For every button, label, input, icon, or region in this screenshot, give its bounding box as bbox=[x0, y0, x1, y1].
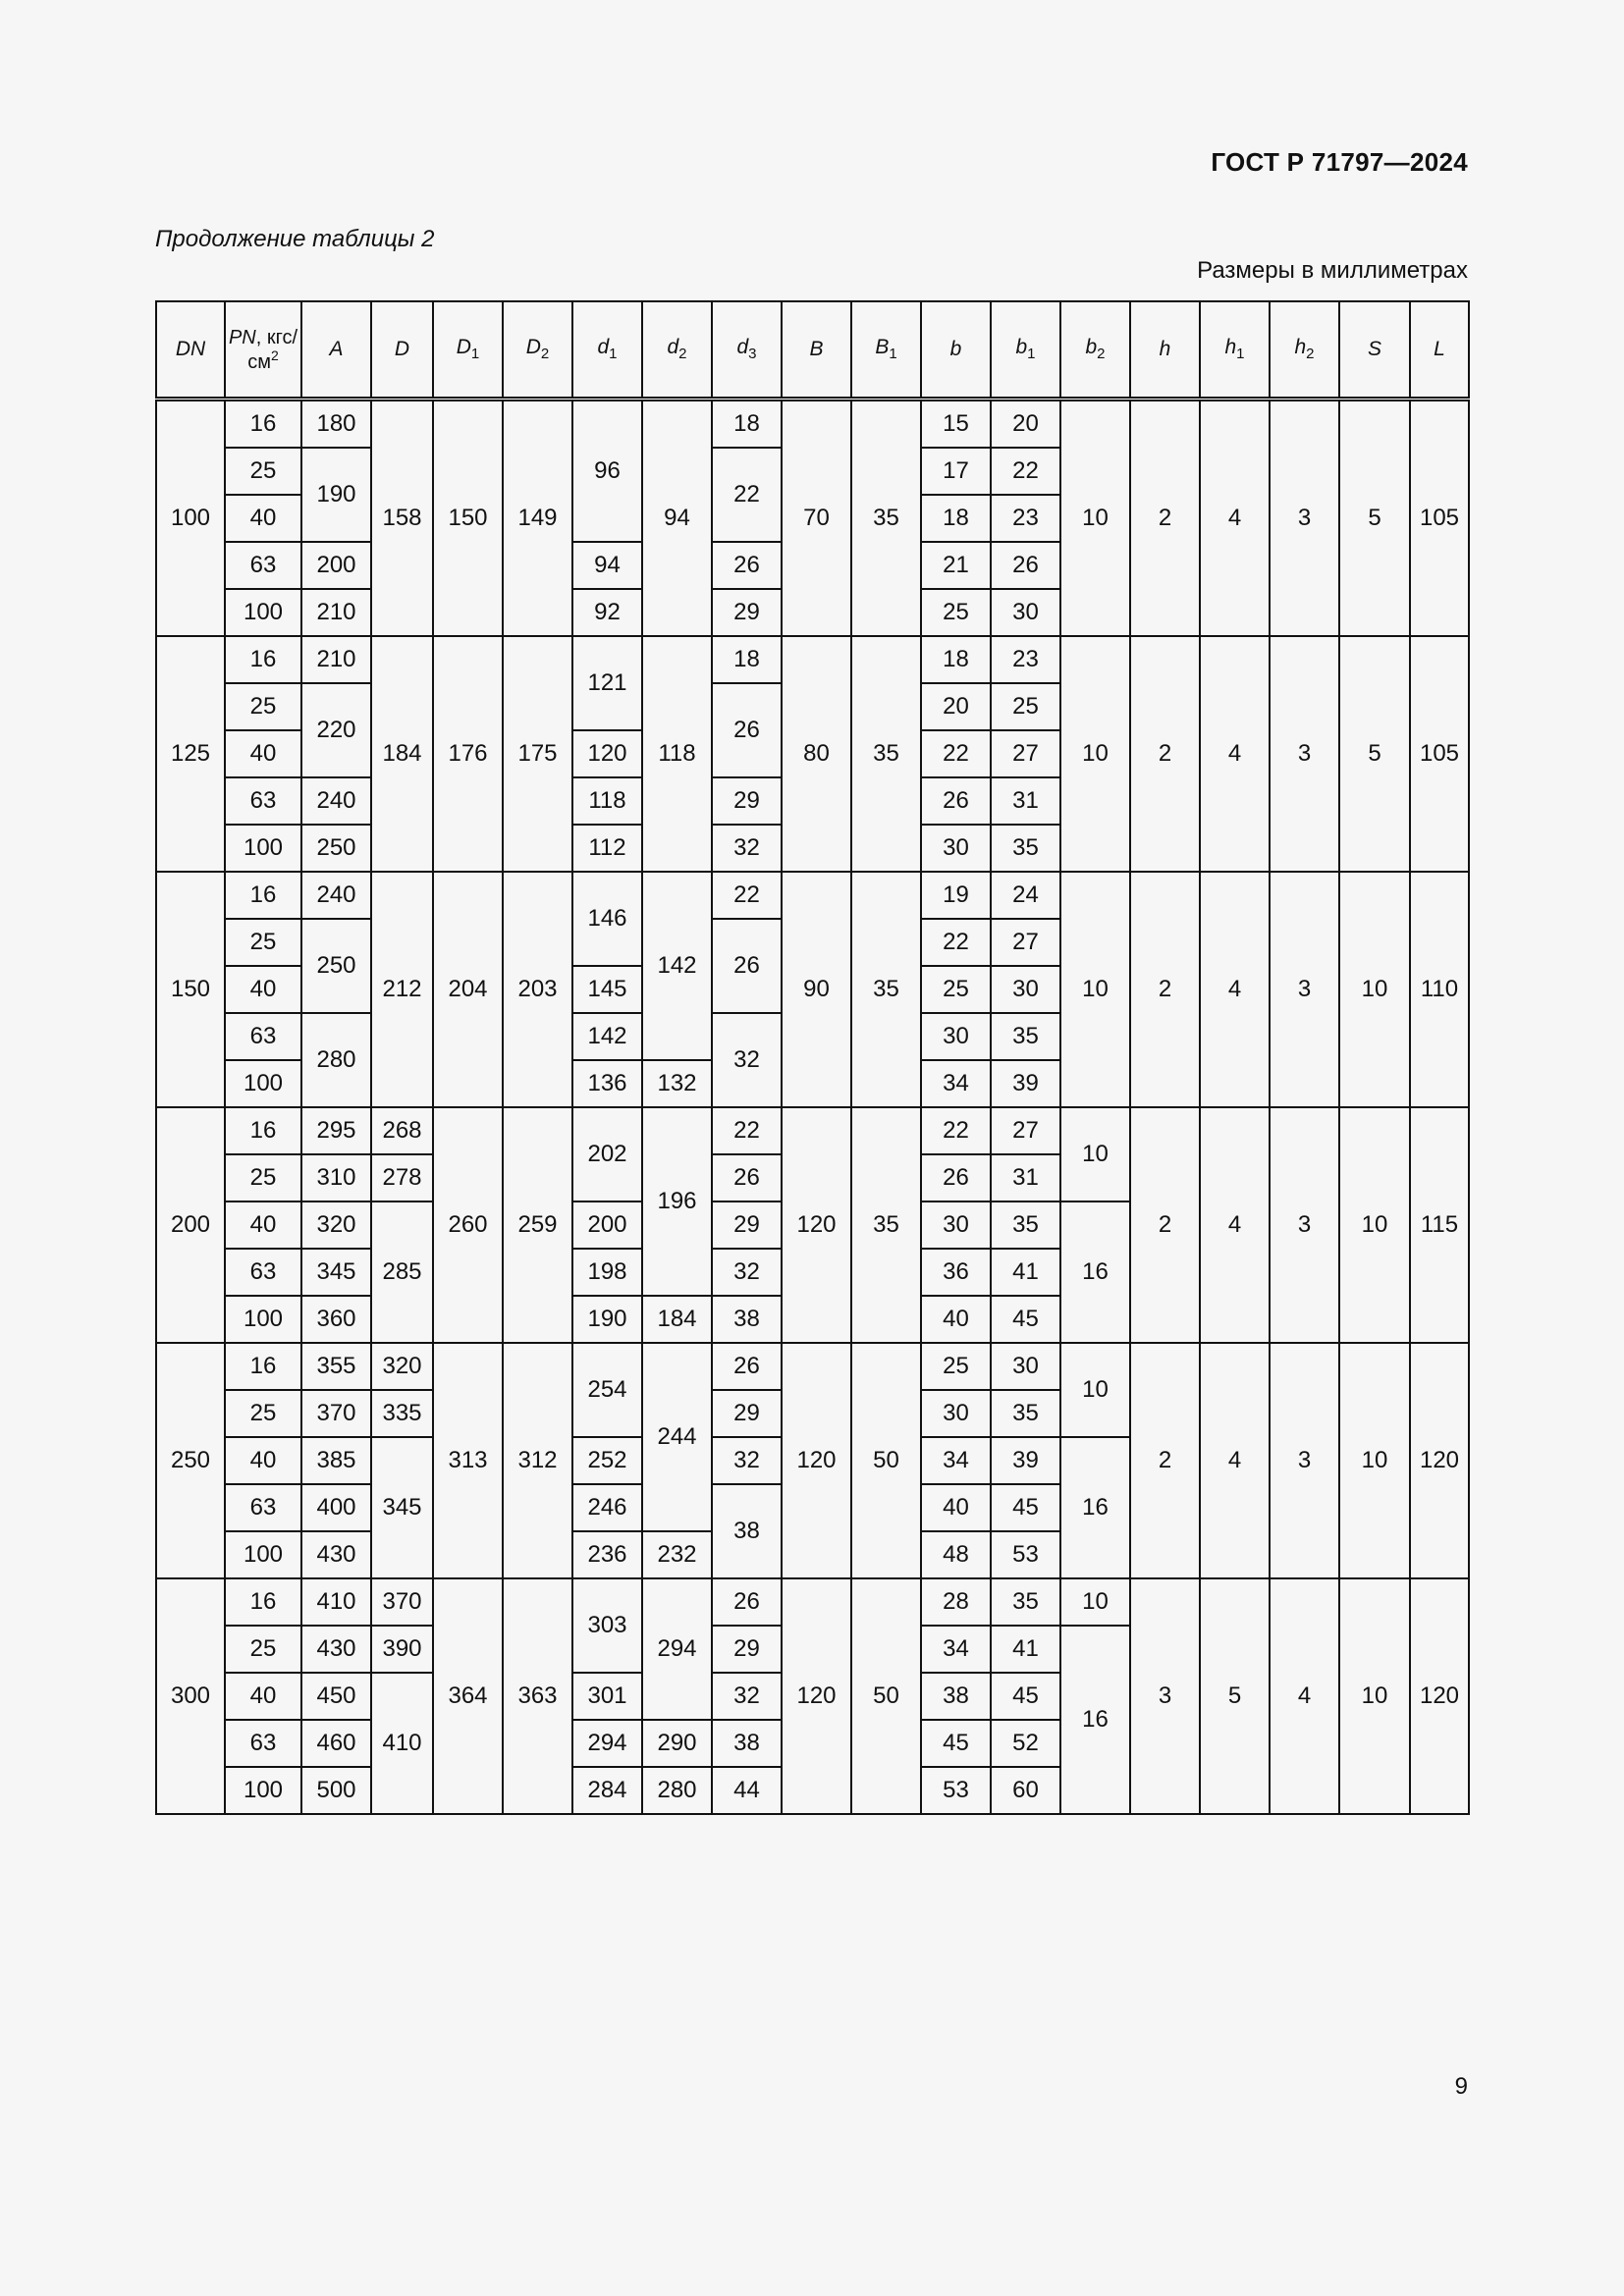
cell-a: 180 bbox=[301, 400, 371, 449]
cell-b1: 35 bbox=[991, 1578, 1060, 1626]
cell-h2: 3 bbox=[1270, 636, 1339, 872]
cell-pn: 100 bbox=[225, 825, 301, 872]
cell-b: 30 bbox=[921, 1013, 991, 1060]
cell-b: 22 bbox=[921, 919, 991, 966]
cell-d3: 38 bbox=[712, 1296, 782, 1343]
cell-d1: 145 bbox=[572, 966, 642, 1013]
cell-d3: 44 bbox=[712, 1767, 782, 1814]
cell-d1: 142 bbox=[572, 1013, 642, 1060]
cell-pn: 40 bbox=[225, 495, 301, 542]
cell-d3: 26 bbox=[712, 919, 782, 1013]
cell-d1: 303 bbox=[572, 1578, 642, 1673]
col-header-l: L bbox=[1410, 301, 1469, 400]
header-row bbox=[156, 301, 1469, 400]
cell-d: 184 bbox=[371, 636, 433, 872]
col-header-b1: $b_1$ bbox=[991, 301, 1060, 400]
cell-b1: 27 bbox=[991, 730, 1060, 777]
cell-b1: 30 bbox=[991, 589, 1060, 636]
cell-d1-upper: 150 bbox=[433, 400, 503, 637]
cell-a: 210 bbox=[301, 636, 371, 683]
cell-b-upper: 90 bbox=[782, 872, 851, 1107]
cell-d: 268 bbox=[371, 1107, 433, 1154]
cell-b1-upper: 35 bbox=[851, 1107, 921, 1343]
cell-b2: 10 bbox=[1060, 400, 1130, 637]
cell-d: 320 bbox=[371, 1343, 433, 1390]
cell-b1: 60 bbox=[991, 1767, 1060, 1814]
cell-d1: 236 bbox=[572, 1531, 642, 1578]
cell-pn: 40 bbox=[225, 1437, 301, 1484]
cell-a: 370 bbox=[301, 1390, 371, 1437]
cell-b2: 16 bbox=[1060, 1201, 1130, 1343]
cell-d3: 26 bbox=[712, 1578, 782, 1626]
cell-l: 120 bbox=[1410, 1343, 1469, 1578]
cell-d3: 32 bbox=[712, 825, 782, 872]
col-header-h1: $h_1$ bbox=[1200, 301, 1270, 400]
cell-h1: 4 bbox=[1200, 400, 1270, 637]
cell-b1-upper: 50 bbox=[851, 1343, 921, 1578]
cell-pn: 16 bbox=[225, 1107, 301, 1154]
cell-dn: 100 bbox=[156, 400, 225, 637]
cell-d3: 26 bbox=[712, 1343, 782, 1390]
cell-b: 25 bbox=[921, 966, 991, 1013]
cell-d: 345 bbox=[371, 1437, 433, 1578]
cell-pn: 25 bbox=[225, 1626, 301, 1673]
cell-b: 18 bbox=[921, 495, 991, 542]
cell-d1-upper: 176 bbox=[433, 636, 503, 872]
cell-d2: 280 bbox=[642, 1767, 712, 1814]
cell-b-upper: 120 bbox=[782, 1107, 851, 1343]
cell-b: 21 bbox=[921, 542, 991, 589]
cell-h: 2 bbox=[1130, 636, 1200, 872]
cell-b1: 41 bbox=[991, 1249, 1060, 1296]
cell-h2: 4 bbox=[1270, 1578, 1339, 1814]
cell-pn: 63 bbox=[225, 542, 301, 589]
cell-a: 320 bbox=[301, 1201, 371, 1249]
cell-d2-upper: 312 bbox=[503, 1343, 572, 1578]
col-header-d2-upper: $D_2$ bbox=[503, 301, 572, 400]
cell-a: 385 bbox=[301, 1437, 371, 1484]
cell-d1-upper: 204 bbox=[433, 872, 503, 1107]
document-code: ГОСТ Р 71797—2024 bbox=[1211, 147, 1468, 177]
cell-a: 280 bbox=[301, 1013, 371, 1107]
cell-a: 500 bbox=[301, 1767, 371, 1814]
cell-d3: 26 bbox=[712, 1154, 782, 1201]
col-header-d2: $d_2$ bbox=[642, 301, 712, 400]
cell-d2-upper: 149 bbox=[503, 400, 572, 637]
cell-pn: 25 bbox=[225, 448, 301, 495]
cell-b: 45 bbox=[921, 1720, 991, 1767]
cell-a: 310 bbox=[301, 1154, 371, 1201]
cell-d3: 26 bbox=[712, 683, 782, 777]
cell-d3: 32 bbox=[712, 1437, 782, 1484]
cell-d3: 32 bbox=[712, 1673, 782, 1720]
cell-d2: 184 bbox=[642, 1296, 712, 1343]
col-header-b2: $b_2$ bbox=[1060, 301, 1130, 400]
cell-b: 53 bbox=[921, 1767, 991, 1814]
cell-d1: 118 bbox=[572, 777, 642, 825]
cell-d: 410 bbox=[371, 1673, 433, 1814]
cell-d1: 121 bbox=[572, 636, 642, 730]
cell-b1: 24 bbox=[991, 872, 1060, 919]
col-header-s: S bbox=[1339, 301, 1410, 400]
cell-d1: 198 bbox=[572, 1249, 642, 1296]
cell-d2-upper: 259 bbox=[503, 1107, 572, 1343]
cell-d1-upper: 313 bbox=[433, 1343, 503, 1578]
cell-d1: 294 bbox=[572, 1720, 642, 1767]
cell-a: 250 bbox=[301, 919, 371, 1013]
cell-b: 30 bbox=[921, 1390, 991, 1437]
cell-d3: 29 bbox=[712, 777, 782, 825]
cell-b1: 39 bbox=[991, 1060, 1060, 1107]
cell-b1: 35 bbox=[991, 825, 1060, 872]
cell-a: 200 bbox=[301, 542, 371, 589]
col-header-d3: $d_3$ bbox=[712, 301, 782, 400]
col-header-h2: $h_2$ bbox=[1270, 301, 1339, 400]
cell-b2: 16 bbox=[1060, 1626, 1130, 1814]
cell-d: 335 bbox=[371, 1390, 433, 1437]
cell-dn: 125 bbox=[156, 636, 225, 872]
table-row bbox=[156, 1343, 1469, 1390]
cell-b: 15 bbox=[921, 400, 991, 449]
cell-a: 450 bbox=[301, 1673, 371, 1720]
cell-d3: 22 bbox=[712, 872, 782, 919]
cell-s: 10 bbox=[1339, 872, 1410, 1107]
cell-d2: 142 bbox=[642, 872, 712, 1060]
cell-l: 115 bbox=[1410, 1107, 1469, 1343]
cell-b1-upper: 50 bbox=[851, 1578, 921, 1814]
cell-a: 345 bbox=[301, 1249, 371, 1296]
cell-b: 18 bbox=[921, 636, 991, 683]
cell-a: 190 bbox=[301, 448, 371, 542]
table-row bbox=[156, 1107, 1469, 1154]
cell-d2-upper: 363 bbox=[503, 1578, 572, 1814]
cell-l: 120 bbox=[1410, 1578, 1469, 1814]
cell-d3: 29 bbox=[712, 589, 782, 636]
cell-d3: 29 bbox=[712, 1201, 782, 1249]
col-header-b1-upper: $B_1$ bbox=[851, 301, 921, 400]
cell-b-upper: 80 bbox=[782, 636, 851, 872]
cell-d2: 94 bbox=[642, 400, 712, 637]
cell-b: 25 bbox=[921, 589, 991, 636]
cell-pn: 25 bbox=[225, 919, 301, 966]
cell-b1: 27 bbox=[991, 919, 1060, 966]
cell-b1: 45 bbox=[991, 1673, 1060, 1720]
cell-a: 430 bbox=[301, 1626, 371, 1673]
units-caption: Размеры в миллиметрах bbox=[1197, 257, 1468, 284]
table-row bbox=[156, 636, 1469, 683]
cell-d3: 22 bbox=[712, 1107, 782, 1154]
cell-h: 2 bbox=[1130, 400, 1200, 637]
cell-a: 355 bbox=[301, 1343, 371, 1390]
cell-h1: 4 bbox=[1200, 872, 1270, 1107]
col-header-h: h bbox=[1130, 301, 1200, 400]
cell-d3: 18 bbox=[712, 636, 782, 683]
cell-s: 10 bbox=[1339, 1343, 1410, 1578]
cell-d1: 146 bbox=[572, 872, 642, 966]
cell-b-upper: 120 bbox=[782, 1343, 851, 1578]
cell-b: 17 bbox=[921, 448, 991, 495]
cell-dn: 250 bbox=[156, 1343, 225, 1578]
cell-b: 40 bbox=[921, 1296, 991, 1343]
cell-b: 38 bbox=[921, 1673, 991, 1720]
cell-a: 210 bbox=[301, 589, 371, 636]
cell-b: 20 bbox=[921, 683, 991, 730]
cell-d2-upper: 203 bbox=[503, 872, 572, 1107]
cell-b1: 27 bbox=[991, 1107, 1060, 1154]
cell-b2: 10 bbox=[1060, 872, 1130, 1107]
cell-dn: 300 bbox=[156, 1578, 225, 1814]
cell-d: 278 bbox=[371, 1154, 433, 1201]
cell-pn: 40 bbox=[225, 1673, 301, 1720]
cell-pn: 40 bbox=[225, 1201, 301, 1249]
cell-b2: 10 bbox=[1060, 636, 1130, 872]
col-header-d: D bbox=[371, 301, 433, 400]
cell-d3: 29 bbox=[712, 1626, 782, 1673]
cell-b1-upper: 35 bbox=[851, 636, 921, 872]
cell-pn: 63 bbox=[225, 777, 301, 825]
cell-b1: 26 bbox=[991, 542, 1060, 589]
cell-d3: 22 bbox=[712, 448, 782, 542]
cell-pn: 63 bbox=[225, 1720, 301, 1767]
cell-l: 110 bbox=[1410, 872, 1469, 1107]
cell-d2: 294 bbox=[642, 1578, 712, 1720]
cell-dn: 150 bbox=[156, 872, 225, 1107]
cell-d3: 26 bbox=[712, 542, 782, 589]
cell-pn: 25 bbox=[225, 1154, 301, 1201]
cell-d1: 92 bbox=[572, 589, 642, 636]
cell-b1: 53 bbox=[991, 1531, 1060, 1578]
col-header-d1: $d_1$ bbox=[572, 301, 642, 400]
cell-b1: 20 bbox=[991, 400, 1060, 449]
cell-b-upper: 120 bbox=[782, 1578, 851, 1814]
cell-b1: 45 bbox=[991, 1296, 1060, 1343]
col-header-dn: DN bbox=[156, 301, 225, 400]
table-row bbox=[156, 872, 1469, 919]
cell-a: 400 bbox=[301, 1484, 371, 1531]
cell-d1: 252 bbox=[572, 1437, 642, 1484]
cell-a: 460 bbox=[301, 1720, 371, 1767]
cell-a: 250 bbox=[301, 825, 371, 872]
table-continuation-caption: Продолжение таблицы 2 bbox=[155, 226, 435, 252]
cell-d: 370 bbox=[371, 1578, 433, 1626]
cell-b: 34 bbox=[921, 1626, 991, 1673]
cell-b1: 30 bbox=[991, 1343, 1060, 1390]
cell-pn: 100 bbox=[225, 1060, 301, 1107]
cell-h: 2 bbox=[1130, 872, 1200, 1107]
page-number: 9 bbox=[1454, 2073, 1468, 2100]
table-row bbox=[156, 1578, 1469, 1626]
cell-pn: 16 bbox=[225, 872, 301, 919]
cell-b: 34 bbox=[921, 1437, 991, 1484]
cell-pn: 63 bbox=[225, 1013, 301, 1060]
cell-h1: 4 bbox=[1200, 636, 1270, 872]
cell-s: 5 bbox=[1339, 636, 1410, 872]
cell-d1: 200 bbox=[572, 1201, 642, 1249]
cell-h: 2 bbox=[1130, 1107, 1200, 1343]
cell-b1: 41 bbox=[991, 1626, 1060, 1673]
cell-h1: 4 bbox=[1200, 1107, 1270, 1343]
cell-b: 26 bbox=[921, 1154, 991, 1201]
cell-b1: 31 bbox=[991, 1154, 1060, 1201]
cell-d: 285 bbox=[371, 1201, 433, 1343]
cell-d1: 94 bbox=[572, 542, 642, 589]
cell-pn: 100 bbox=[225, 1531, 301, 1578]
cell-b: 22 bbox=[921, 730, 991, 777]
cell-b: 36 bbox=[921, 1249, 991, 1296]
cell-b1: 23 bbox=[991, 636, 1060, 683]
col-header-d1-upper: $D_1$ bbox=[433, 301, 503, 400]
cell-d1-upper: 260 bbox=[433, 1107, 503, 1343]
col-header-a: A bbox=[301, 301, 371, 400]
cell-d: 212 bbox=[371, 872, 433, 1107]
cell-b1-upper: 35 bbox=[851, 872, 921, 1107]
cell-d2: 290 bbox=[642, 1720, 712, 1767]
cell-b2: 10 bbox=[1060, 1578, 1130, 1626]
cell-d2: 196 bbox=[642, 1107, 712, 1296]
cell-d1: 254 bbox=[572, 1343, 642, 1437]
cell-d1: 284 bbox=[572, 1767, 642, 1814]
cell-b1: 35 bbox=[991, 1013, 1060, 1060]
cell-d2: 132 bbox=[642, 1060, 712, 1107]
cell-a: 240 bbox=[301, 872, 371, 919]
cell-a: 430 bbox=[301, 1531, 371, 1578]
cell-b2: 10 bbox=[1060, 1107, 1130, 1201]
cell-b: 30 bbox=[921, 1201, 991, 1249]
cell-d1: 246 bbox=[572, 1484, 642, 1531]
cell-b-upper: 70 bbox=[782, 400, 851, 637]
cell-d3: 38 bbox=[712, 1484, 782, 1578]
cell-d2: 118 bbox=[642, 636, 712, 872]
cell-pn: 40 bbox=[225, 966, 301, 1013]
cell-b: 26 bbox=[921, 777, 991, 825]
cell-d1: 190 bbox=[572, 1296, 642, 1343]
cell-pn: 40 bbox=[225, 730, 301, 777]
cell-b: 28 bbox=[921, 1578, 991, 1626]
cell-pn: 63 bbox=[225, 1249, 301, 1296]
cell-pn: 25 bbox=[225, 1390, 301, 1437]
cell-h2: 3 bbox=[1270, 1107, 1339, 1343]
cell-l: 105 bbox=[1410, 400, 1469, 637]
cell-a: 220 bbox=[301, 683, 371, 777]
cell-d1: 112 bbox=[572, 825, 642, 872]
cell-h2: 3 bbox=[1270, 872, 1339, 1107]
cell-s: 10 bbox=[1339, 1578, 1410, 1814]
cell-b1: 35 bbox=[991, 1201, 1060, 1249]
cell-a: 240 bbox=[301, 777, 371, 825]
cell-b1: 52 bbox=[991, 1720, 1060, 1767]
cell-d: 158 bbox=[371, 400, 433, 637]
cell-pn: 16 bbox=[225, 636, 301, 683]
cell-b1: 30 bbox=[991, 966, 1060, 1013]
cell-b1: 31 bbox=[991, 777, 1060, 825]
cell-b: 25 bbox=[921, 1343, 991, 1390]
cell-dn: 200 bbox=[156, 1107, 225, 1343]
cell-d3: 32 bbox=[712, 1013, 782, 1107]
cell-d3: 18 bbox=[712, 400, 782, 449]
table-row bbox=[156, 400, 1469, 449]
cell-d2-upper: 175 bbox=[503, 636, 572, 872]
cell-b1: 45 bbox=[991, 1484, 1060, 1531]
cell-b: 30 bbox=[921, 825, 991, 872]
cell-d2: 244 bbox=[642, 1343, 712, 1531]
cell-pn: 100 bbox=[225, 589, 301, 636]
col-header-pn: PN, кгс/ $см^2$ bbox=[225, 301, 301, 400]
cell-b2: 16 bbox=[1060, 1437, 1130, 1578]
cell-b1: 22 bbox=[991, 448, 1060, 495]
cell-pn: 16 bbox=[225, 400, 301, 449]
cell-h1: 5 bbox=[1200, 1578, 1270, 1814]
cell-b: 22 bbox=[921, 1107, 991, 1154]
cell-pn: 16 bbox=[225, 1578, 301, 1626]
cell-l: 105 bbox=[1410, 636, 1469, 872]
cell-a: 360 bbox=[301, 1296, 371, 1343]
cell-b: 34 bbox=[921, 1060, 991, 1107]
cell-pn: 100 bbox=[225, 1767, 301, 1814]
cell-pn: 25 bbox=[225, 683, 301, 730]
cell-d1-upper: 364 bbox=[433, 1578, 503, 1814]
cell-h1: 4 bbox=[1200, 1343, 1270, 1578]
cell-h: 3 bbox=[1130, 1578, 1200, 1814]
cell-pn: 63 bbox=[225, 1484, 301, 1531]
cell-d: 390 bbox=[371, 1626, 433, 1673]
col-header-b: b bbox=[921, 301, 991, 400]
cell-d3: 38 bbox=[712, 1720, 782, 1767]
cell-h2: 3 bbox=[1270, 400, 1339, 637]
cell-b1-upper: 35 bbox=[851, 400, 921, 637]
cell-h2: 3 bbox=[1270, 1343, 1339, 1578]
dimensions-table bbox=[155, 300, 1470, 1815]
cell-b1: 39 bbox=[991, 1437, 1060, 1484]
cell-b1: 35 bbox=[991, 1390, 1060, 1437]
cell-pn: 100 bbox=[225, 1296, 301, 1343]
cell-b: 19 bbox=[921, 872, 991, 919]
cell-d1: 301 bbox=[572, 1673, 642, 1720]
cell-b: 48 bbox=[921, 1531, 991, 1578]
cell-b1: 23 bbox=[991, 495, 1060, 542]
cell-b: 40 bbox=[921, 1484, 991, 1531]
cell-d3: 32 bbox=[712, 1249, 782, 1296]
cell-d1: 120 bbox=[572, 730, 642, 777]
cell-a: 295 bbox=[301, 1107, 371, 1154]
cell-b1: 25 bbox=[991, 683, 1060, 730]
cell-a: 410 bbox=[301, 1578, 371, 1626]
cell-s: 5 bbox=[1339, 400, 1410, 637]
cell-h: 2 bbox=[1130, 1343, 1200, 1578]
cell-d1: 202 bbox=[572, 1107, 642, 1201]
cell-pn: 16 bbox=[225, 1343, 301, 1390]
cell-d2: 232 bbox=[642, 1531, 712, 1578]
cell-b2: 10 bbox=[1060, 1343, 1130, 1437]
cell-d1: 136 bbox=[572, 1060, 642, 1107]
cell-d3: 29 bbox=[712, 1390, 782, 1437]
col-header-b-upper: B bbox=[782, 301, 851, 400]
cell-d1: 96 bbox=[572, 400, 642, 543]
cell-s: 10 bbox=[1339, 1107, 1410, 1343]
